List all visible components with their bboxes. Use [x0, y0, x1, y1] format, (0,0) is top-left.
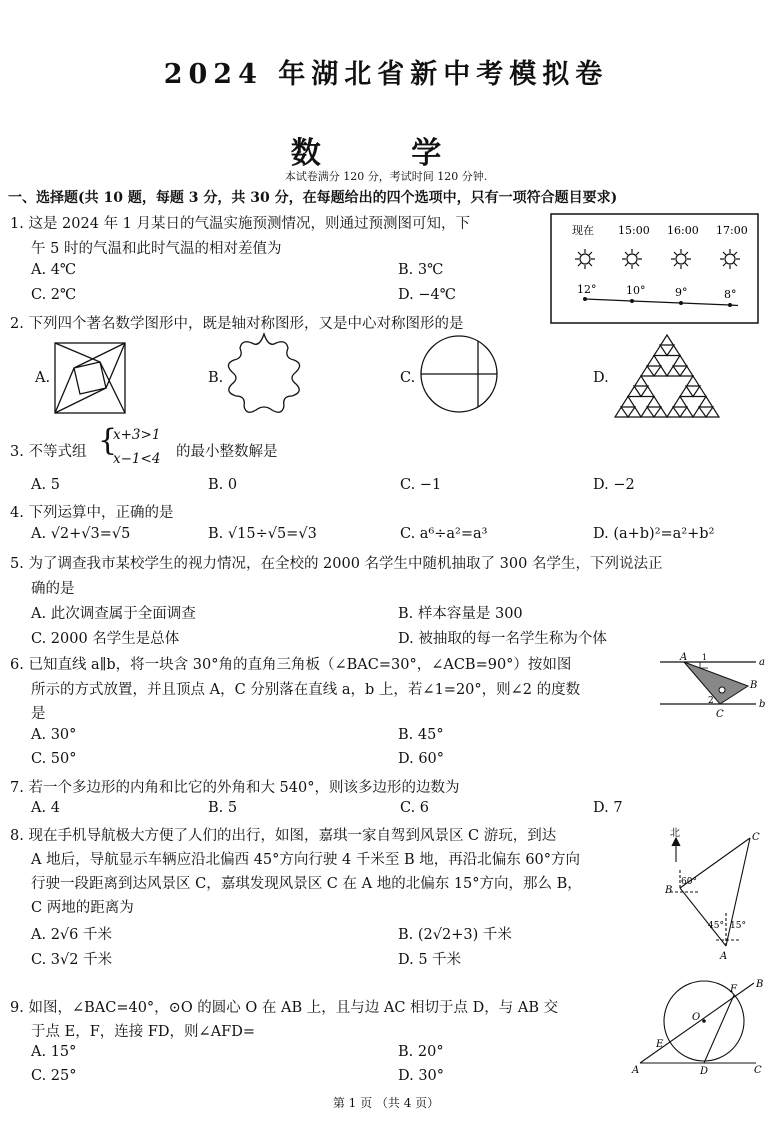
q6-line1: 6. 已知直线 a∥b，将一块含 30°角的直角三角板（∠BAC=30°，∠ACB=90°）按如图 — [10, 657, 572, 673]
q9-label-A: A — [632, 1065, 640, 1076]
q1-line2: 午 5 时的气温和此时气温的相对差值为 — [31, 241, 282, 257]
q9-line2: 于点 E，F，连接 FD，则∠AFD= — [31, 1024, 256, 1040]
q7-option-c: C. 6 — [400, 800, 430, 816]
weather-header-1: 15:00 — [618, 224, 650, 237]
q8-line4: C 两地的距离为 — [31, 900, 134, 916]
q3-inequality-2: x−1<4 — [113, 451, 161, 467]
subject-title: 数 学 — [290, 136, 482, 171]
q5-line2: 确的是 — [31, 581, 75, 597]
exam-note: 本试卷满分 120 分，考试时间 120 分钟. — [284, 170, 488, 183]
q8-line3: 行驶一段距离到达风景区 C，嘉琪发现风景区 C 在 A 地的北偏东 15°方向，那么 B， — [31, 876, 582, 892]
q2-figure-b — [222, 330, 306, 418]
weather-header-0: 现在 — [572, 224, 594, 237]
q8-angle-45: 45° — [708, 921, 724, 931]
page-footer: 第 1 页 （共 4 页） — [332, 1096, 440, 1110]
q5-option-b: B. 样本容量是 300 — [398, 606, 523, 622]
weather-header-3: 17:00 — [716, 224, 748, 237]
q8-option-c: C. 3√2 千米 — [31, 952, 113, 968]
temp-3: 8° — [724, 288, 737, 301]
temp-1: 10° — [626, 284, 646, 297]
q6-line2: 所示的方式放置，并且顶点 A，C 分别落在直线 a，b 上，若∠1=20°，则∠2 的度数 — [31, 682, 581, 698]
q1-line1: 1. 这是 2024 年 1 月某日的气温实施预测情况，则通过预测图可知，下 — [10, 216, 471, 232]
q9-label-C: C — [754, 1065, 762, 1076]
q6-angle-2: 2 — [708, 696, 714, 706]
weather-forecast-figure — [550, 213, 760, 325]
q2-option-d: D. — [593, 370, 609, 386]
q2-option-a: A. — [35, 370, 51, 386]
q5-option-d: D. 被抽取的每一名学生称为个体 — [398, 631, 607, 647]
q3-option-c: C. −1 — [400, 477, 442, 493]
q8-line2: A 地后，导航显示车辆应沿北偏西 45°方向行驶 4 千米至 B 地，再沿北偏东 60°方向 — [31, 852, 581, 868]
q8-angle-15: 15° — [730, 921, 746, 931]
q4-option-c: C. a⁶÷a²=a³ — [400, 526, 488, 542]
q8-navigation-figure — [660, 822, 768, 962]
q1-option-a: A. 4℃ — [31, 262, 77, 278]
q9-circle-figure — [630, 975, 770, 1080]
q8-label-C: C — [752, 832, 760, 843]
q9-option-d: D. 30° — [398, 1068, 445, 1084]
q3-inequality-1: x+3>1 — [113, 427, 161, 443]
q2-option-b: B. — [208, 370, 224, 386]
q6-triangle-figure — [658, 650, 768, 720]
q2-figure-c — [418, 333, 500, 415]
q9-label-O: O — [692, 1012, 701, 1023]
q8-option-d: D. 5 千米 — [398, 952, 462, 968]
q3-option-d: D. −2 — [593, 477, 635, 493]
q6-option-a: A. 30° — [31, 727, 77, 743]
temp-0: 12° — [577, 283, 597, 296]
q8-label-B: B — [665, 885, 673, 896]
section-heading: 一、选择题(共 10 题，每题 3 分，共 30 分，在每题给出的四个选项中，只有一项符合题目要求) — [8, 190, 618, 206]
q6-option-b: B. 45° — [398, 727, 444, 743]
q4-option-a: A. √2+√3=√5 — [31, 526, 131, 542]
q8-option-a: A. 2√6 千米 — [31, 927, 112, 943]
q6-option-c: C. 50° — [31, 751, 77, 767]
q9-line1: 9. 如图，∠BAC=40°，⊙O 的圆心 O 在 AB 上，且与边 AC 相切于点 D，与 AB 交 — [10, 1000, 559, 1016]
q4-option-b: B. √15÷√5=√3 — [208, 526, 317, 542]
q3-option-a: A. 5 — [31, 477, 60, 493]
q3-suffix: 的最小整数解是 — [176, 444, 278, 460]
q8-line1: 8. 现在手机导航极大方便了人们的出行，如图，嘉琪一家自驾到风景区 C 游玩，到达 — [10, 828, 557, 844]
q4-option-d: D. (a+b)²=a²+b² — [593, 526, 715, 542]
q9-label-B: B — [756, 979, 764, 990]
brace-symbol: { — [98, 423, 118, 458]
q6-label-b: b — [759, 699, 766, 710]
q5-option-c: C. 2000 名学生是总体 — [31, 631, 180, 647]
q9-option-c: C. 25° — [31, 1068, 77, 1084]
q5-option-a: A. 此次调查属于全面调查 — [31, 606, 196, 622]
exam-title: 2024 年湖北省新中考模拟卷 — [163, 59, 609, 90]
q6-label-C: C — [716, 709, 724, 720]
q3-option-b: B. 0 — [208, 477, 238, 493]
q7-option-d: D. 7 — [593, 800, 623, 816]
q1-option-c: C. 2℃ — [31, 287, 77, 303]
q7-option-b: B. 5 — [208, 800, 238, 816]
q6-angle-1: 1 — [702, 653, 708, 662]
q9-label-E: E — [656, 1039, 664, 1050]
q8-angle-60: 60° — [681, 877, 697, 887]
q6-label-a: a — [759, 657, 765, 668]
north-label: 北 — [670, 828, 680, 839]
q2-figure-d — [612, 332, 722, 420]
q7-text: 7. 若一个多边形的内角和比它的外角和大 540°，则该多边形的边数为 — [10, 780, 460, 796]
q9-label-F: F — [730, 984, 737, 995]
q9-option-b: B. 20° — [398, 1044, 444, 1060]
q2-figure-a — [52, 340, 130, 418]
q2-text: 2. 下列四个著名数学图形中，既是轴对称图形，又是中心对称图形的是 — [10, 316, 464, 332]
q7-option-a: A. 4 — [31, 800, 60, 816]
q4-text: 4. 下列运算中，正确的是 — [10, 505, 174, 521]
q6-label-A: A — [680, 652, 688, 663]
weather-header-2: 16:00 — [667, 224, 699, 237]
temp-2: 9° — [675, 286, 688, 299]
q9-label-D: D — [700, 1066, 709, 1077]
q8-label-A: A — [720, 951, 728, 962]
q6-option-d: D. 60° — [398, 751, 445, 767]
q3-prefix: 3. 不等式组 — [10, 444, 87, 460]
q8-option-b: B. (2√2+3) 千米 — [398, 927, 512, 943]
q9-option-a: A. 15° — [31, 1044, 77, 1060]
q1-option-b: B. 3℃ — [398, 262, 444, 278]
q6-line3: 是 — [31, 706, 46, 722]
q2-option-c: C. — [400, 370, 416, 386]
q5-line1: 5. 为了调查我市某校学生的视力情况，在全校的 2000 名学生中随机抽取了 300 名学生，下列说法正 — [10, 556, 663, 572]
q6-label-B: B — [750, 680, 758, 691]
q1-option-d: D. −4℃ — [398, 287, 456, 303]
